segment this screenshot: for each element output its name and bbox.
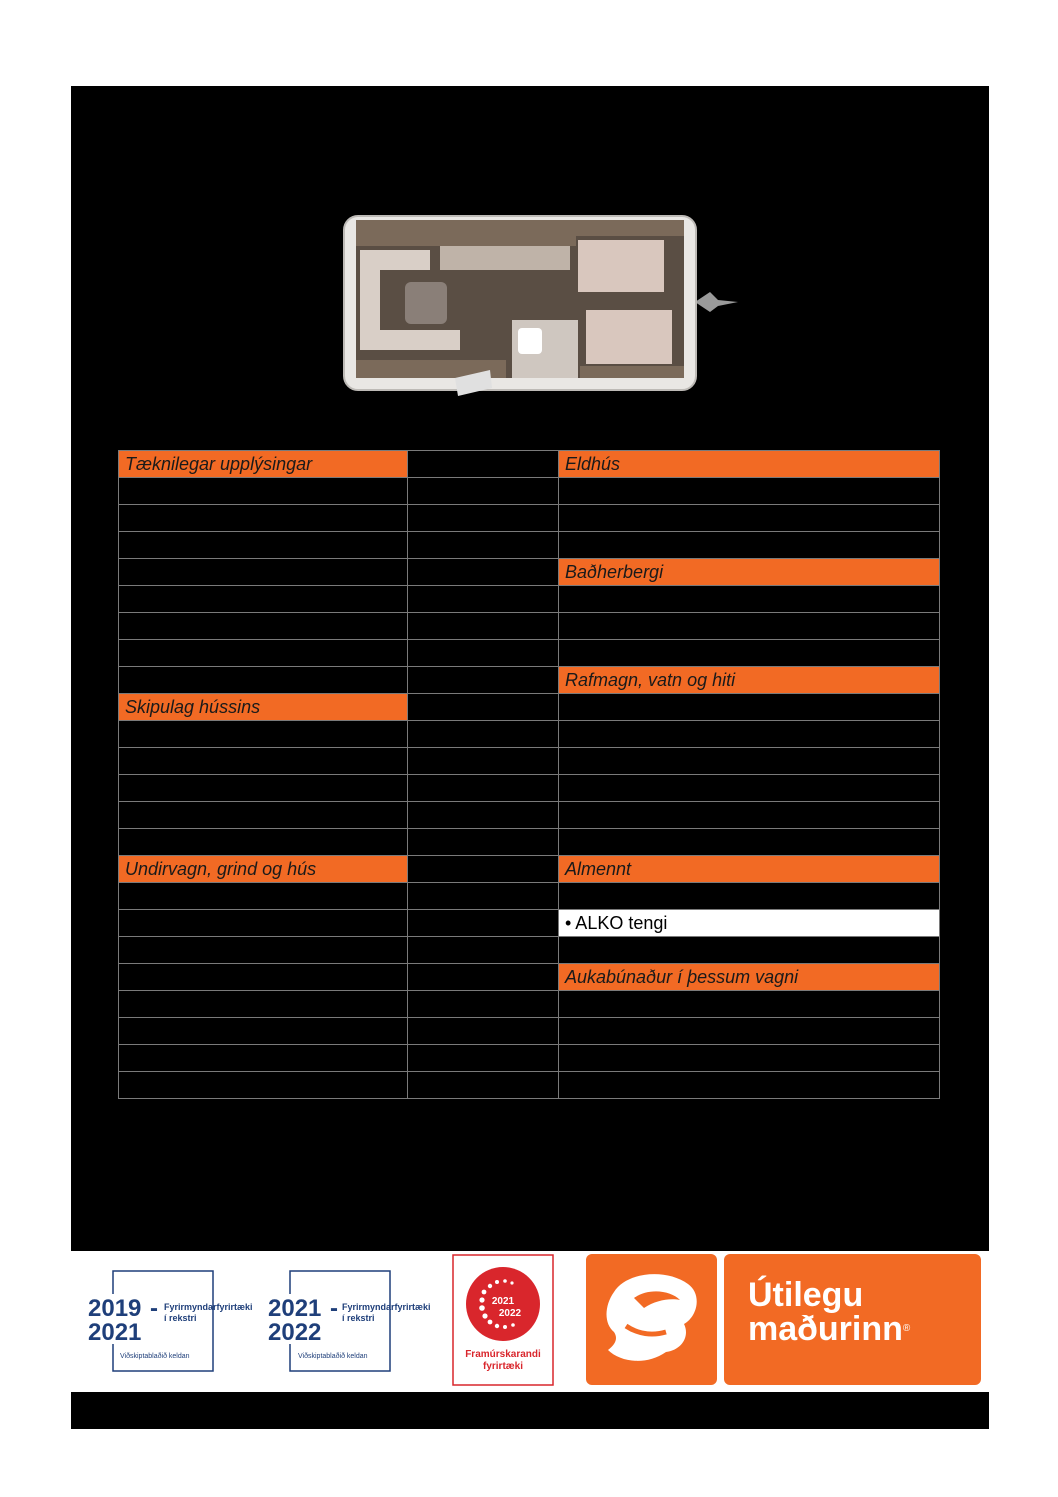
badge2-title-2: í rekstri <box>342 1313 375 1323</box>
badge2-years-bottom: 2022 <box>268 1319 322 1346</box>
badge3-line1: Framúrskarandi <box>465 1349 541 1360</box>
badge3-year2: 2022 <box>498 1308 522 1319</box>
svg-text:-: - <box>150 1295 158 1322</box>
layout-header: Skipulag hússins <box>119 694 408 721</box>
badge1-title-1: Fyrirmyndarfyrirtæki <box>164 1302 253 1312</box>
badge1-years-top: 2019 <box>88 1295 142 1322</box>
kitchen-header: Eldhús <box>559 451 940 478</box>
award-badge-2021-2022 <box>268 1270 438 1374</box>
registered-mark: ® <box>902 1323 911 1334</box>
right-spec-table <box>558 450 940 1099</box>
badge3-line2: fyrirtæki <box>482 1361 524 1372</box>
svg-text:-: - <box>330 1295 338 1322</box>
badge2-years-top: 2021 <box>268 1295 322 1322</box>
footer-bar <box>71 1392 989 1429</box>
chassis-header: Undirvagn, grind og hús <box>119 856 408 883</box>
brand-line2: maðurinn <box>748 1310 903 1348</box>
badge1-years-bottom: 2021 <box>88 1319 142 1346</box>
general-item-alko: • ALKO tengi <box>559 910 940 937</box>
tech-specs-header: Tæknilegar upplýsingar <box>119 451 408 478</box>
badge1-footer: Viðskiptablaðið keldan <box>120 1353 190 1360</box>
brand-wordmark <box>724 1254 981 1385</box>
framurskarandi-badge <box>452 1254 554 1386</box>
badge1-title-2: í rekstri <box>164 1313 197 1323</box>
badge2-title-1: Fyrirmyndarfyrirtæki <box>342 1302 431 1312</box>
badge3-year1: 2021 <box>491 1296 515 1307</box>
award-badge-2019-2021 <box>88 1270 258 1374</box>
utilities-header: Rafmagn, vatn og hiti <box>559 667 940 694</box>
floor-plan-image <box>340 210 740 402</box>
extras-header: Aukabúnaður í þessum vagni <box>559 964 940 991</box>
brand-line1: Útilegu <box>748 1276 864 1314</box>
badge2-footer: Viðskiptablaðið keldan <box>298 1353 368 1360</box>
general-header: Almennt <box>559 856 940 883</box>
bathroom-header: Baðherbergi <box>559 559 940 586</box>
brand-mascot-logo <box>586 1254 717 1385</box>
left-spec-table <box>118 450 559 1099</box>
